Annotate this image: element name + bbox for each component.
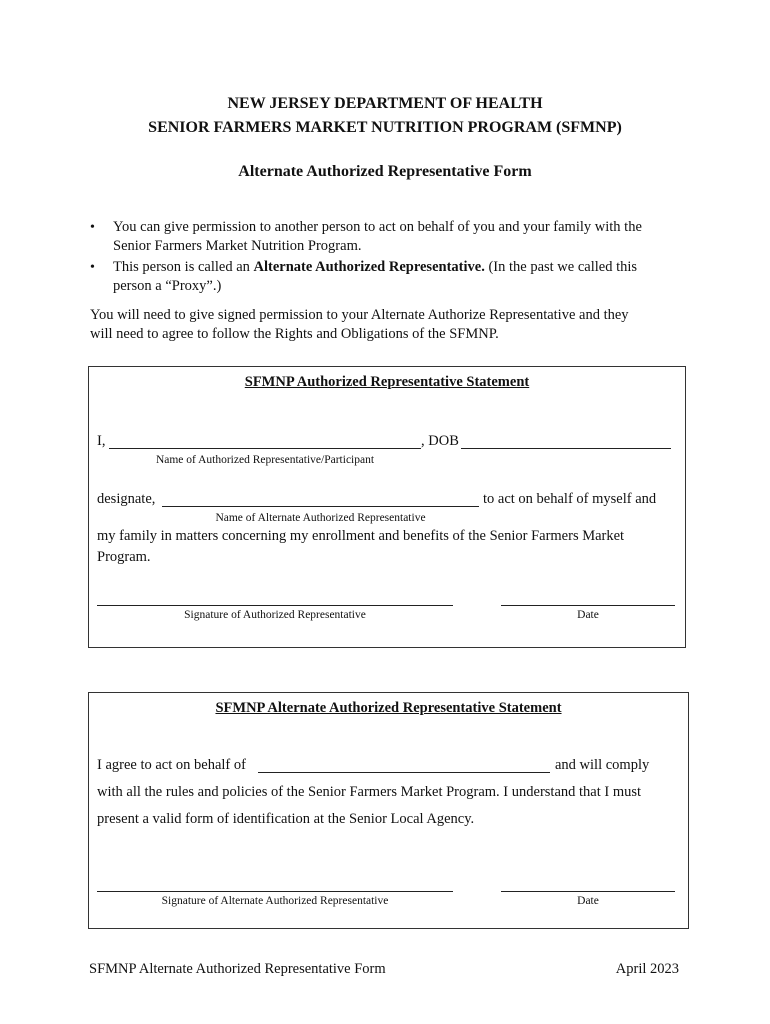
bullet-1-line-1: You can give permission to another person to act on behalf of you and your family with the <box>113 219 642 235</box>
alternate-date-caption: Date <box>577 895 599 907</box>
representative-name-field[interactable] <box>109 448 421 449</box>
bullet-2-post: (In the past we called this <box>484 259 638 275</box>
bullet-icon: • <box>90 220 95 235</box>
on-behalf-of-field[interactable] <box>258 772 550 773</box>
authorized-representative-statement-box <box>88 366 686 648</box>
alternate-representative-statement-box <box>88 692 689 929</box>
representative-date-field[interactable] <box>501 605 675 606</box>
statement-2-body-line-2: present a valid form of identification at the Senior Local Agency. <box>97 811 475 827</box>
intro-line-2: will need to agree to follow the Rights and Obligations of the SFMNP. <box>90 326 499 342</box>
representative-signature-field[interactable] <box>97 605 453 606</box>
alternate-date-field[interactable] <box>501 891 675 892</box>
alternate-signature-field[interactable] <box>97 891 453 892</box>
dob-label: , DOB <box>421 433 459 449</box>
bullet-icon: • <box>90 260 95 275</box>
representative-date-caption: Date <box>577 609 599 621</box>
agree-label: I agree to act on behalf of <box>97 757 246 773</box>
alternate-name-field[interactable] <box>162 506 479 507</box>
alternate-signature-caption: Signature of Alternate Authorized Representative <box>161 895 389 907</box>
representative-signature-caption: Signature of Authorized Representative <box>184 609 366 621</box>
statement-2-title: SFMNP Alternate Authorized Representative Statement <box>215 700 562 716</box>
agency-title: NEW JERSEY DEPARTMENT OF HEALTH <box>227 95 543 112</box>
representative-name-caption: Name of Authorized Representative/Participant <box>155 454 375 466</box>
comply-label: and will comply <box>555 757 650 773</box>
intro-line-1: You will need to give signed permission to your Alternate Authorize Representative and they <box>90 307 629 323</box>
dob-field[interactable] <box>461 448 671 449</box>
bullet-2-line-2: person a “Proxy”.) <box>113 278 222 294</box>
form-title: Alternate Authorized Representative Form <box>238 163 532 180</box>
designate-label: designate, <box>97 491 156 507</box>
bullet-2-bold: Alternate Authorized Representative. <box>253 259 485 275</box>
statement-1-body-line-2: Program. <box>97 549 151 565</box>
bullet-2-pre: This person is called an <box>113 259 254 275</box>
bullet-1-line-2: Senior Farmers Market Nutrition Program. <box>113 238 362 254</box>
statement-2-body-line-1: with all the rules and policies of the Senior Farmers Market Program. I understand that I must <box>97 784 642 800</box>
statement-1-title: SFMNP Authorized Representative Statement <box>244 374 530 390</box>
act-on-behalf-label: to act on behalf of myself and <box>483 491 657 507</box>
i-label: I, <box>97 433 106 449</box>
bullet-2-line-1 <box>113 258 637 277</box>
footer-date: April 2023 <box>615 961 679 977</box>
alternate-name-caption: Name of Alternate Authorized Representative <box>215 512 426 524</box>
program-title: SENIOR FARMERS MARKET NUTRITION PROGRAM (SFMNP) <box>148 119 622 136</box>
footer-form-name: SFMNP Alternate Authorized Representative Form <box>89 961 386 977</box>
statement-1-body-line-1: my family in matters concerning my enrollment and benefits of the Senior Farmers Market <box>97 528 625 544</box>
